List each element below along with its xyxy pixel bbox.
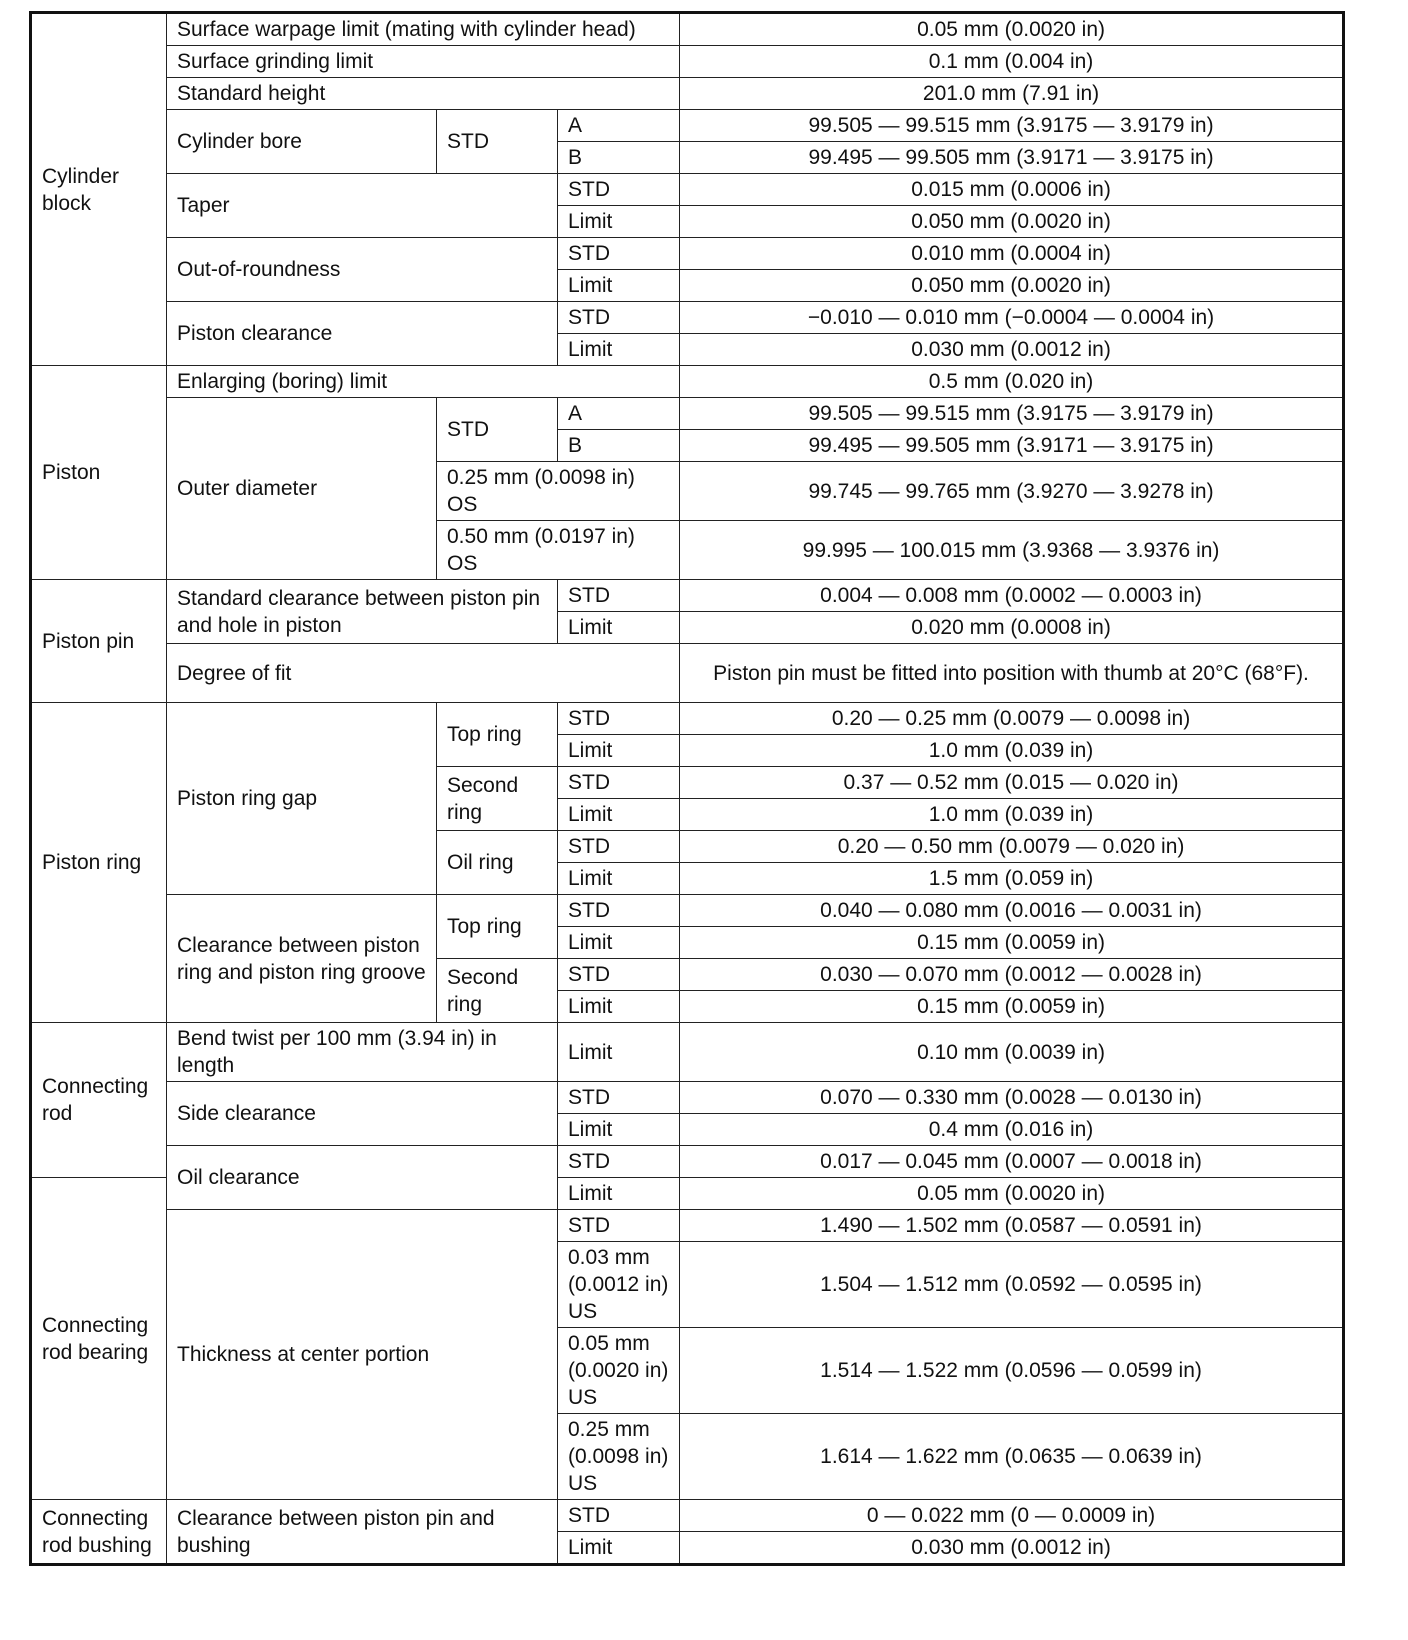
row-label: Out-of-roundness: [167, 238, 558, 302]
row-value: 0.20 — 0.50 mm (0.0079 — 0.020 in): [680, 831, 1344, 863]
row-value: 99.745 — 99.765 mm (3.9270 — 3.9278 in): [680, 462, 1344, 521]
row-label: Standard clearance between piston pin and hole in piston: [167, 580, 558, 644]
section-label-piston-pin: Piston pin: [31, 580, 167, 703]
row-value: 1.504 — 1.512 mm (0.0592 — 0.0595 in): [680, 1242, 1344, 1328]
row-grade: Limit: [558, 612, 680, 644]
row-grade: STD: [558, 1082, 680, 1114]
row-value: 201.0 mm (7.91 in): [680, 78, 1344, 110]
row-value: 1.514 — 1.522 mm (0.0596 — 0.0599 in): [680, 1328, 1344, 1414]
row-value: −0.010 — 0.010 mm (−0.0004 — 0.0004 in): [680, 302, 1344, 334]
row-grade: STD: [558, 238, 680, 270]
row-label: Outer diameter: [167, 398, 437, 580]
row-sublabel: 0.50 mm (0.0197 in) OS: [437, 521, 680, 580]
row-value: 0.05 mm (0.0020 in): [680, 1178, 1344, 1210]
table-row: [31, 13, 1344, 46]
table-row: [31, 895, 1344, 927]
table-row: [31, 174, 1344, 206]
table-row: [31, 580, 1344, 612]
row-value: 0.015 mm (0.0006 in): [680, 174, 1344, 206]
row-value: 0 — 0.022 mm (0 — 0.0009 in): [680, 1500, 1344, 1532]
row-value: 0.010 mm (0.0004 in): [680, 238, 1344, 270]
row-grade: B: [558, 142, 680, 174]
row-value: 0.37 — 0.52 mm (0.015 — 0.020 in): [680, 767, 1344, 799]
row-grade: STD: [558, 1210, 680, 1242]
row-grade: STD: [558, 302, 680, 334]
row-value: 99.505 — 99.515 mm (3.9175 — 3.9179 in): [680, 110, 1344, 142]
row-label: Clearance between piston pin and bushing: [167, 1500, 558, 1565]
row-value: 0.20 — 0.25 mm (0.0079 — 0.0098 in): [680, 703, 1344, 735]
row-label: Surface warpage limit (mating with cylinder head): [167, 13, 680, 46]
table-row: [31, 366, 1344, 398]
row-label: Surface grinding limit: [167, 46, 680, 78]
row-grade: STD: [558, 1500, 680, 1532]
row-value: 0.15 mm (0.0059 in): [680, 991, 1344, 1023]
row-grade: STD: [558, 959, 680, 991]
row-value: 0.030 mm (0.0012 in): [680, 334, 1344, 366]
row-label: Side clearance: [167, 1082, 558, 1146]
row-grade: Limit: [558, 927, 680, 959]
row-grade: Limit: [558, 735, 680, 767]
row-value: 0.1 mm (0.004 in): [680, 46, 1344, 78]
row-grade: Limit: [558, 1023, 680, 1082]
table-row: [31, 398, 1344, 430]
row-value: 0.040 — 0.080 mm (0.0016 — 0.0031 in): [680, 895, 1344, 927]
table-row: [31, 1023, 1344, 1082]
row-value: 99.995 — 100.015 mm (3.9368 — 3.9376 in): [680, 521, 1344, 580]
row-sublabel: Second ring: [437, 767, 558, 831]
row-sublabel: 0.25 mm (0.0098 in) OS: [437, 462, 680, 521]
table-row: [31, 110, 1344, 142]
row-grade: 0.25 mm (0.0098 in) US: [558, 1414, 680, 1500]
row-value: 0.10 mm (0.0039 in): [680, 1023, 1344, 1082]
section-label-piston-ring: Piston ring: [31, 703, 167, 1023]
row-label: Piston clearance: [167, 302, 558, 366]
row-value: 0.05 mm (0.0020 in): [680, 13, 1344, 46]
row-grade: A: [558, 110, 680, 142]
row-grade: STD: [558, 831, 680, 863]
section-label-piston: Piston: [31, 366, 167, 580]
row-grade: STD: [558, 174, 680, 206]
row-grade: Limit: [558, 1532, 680, 1565]
row-grade: Limit: [558, 334, 680, 366]
row-grade: Limit: [558, 206, 680, 238]
row-value: Piston pin must be fitted into position with thumb at 20°C (68°F).: [680, 644, 1344, 703]
row-value: 0.15 mm (0.0059 in): [680, 927, 1344, 959]
row-value: 1.5 mm (0.059 in): [680, 863, 1344, 895]
section-label-cylinder-block: Cylinder block: [31, 13, 167, 366]
row-grade: Limit: [558, 799, 680, 831]
row-label: Clearance between piston ring and piston ring groove: [167, 895, 437, 1023]
row-label: Standard height: [167, 78, 680, 110]
row-value: 1.614 — 1.622 mm (0.0635 — 0.0639 in): [680, 1414, 1344, 1500]
row-label: Thickness at center portion: [167, 1210, 558, 1500]
row-value: 1.0 mm (0.039 in): [680, 735, 1344, 767]
row-value: 99.495 — 99.505 mm (3.9171 — 3.9175 in): [680, 430, 1344, 462]
row-value: 0.4 mm (0.016 in): [680, 1114, 1344, 1146]
row-grade: STD: [558, 895, 680, 927]
row-sublabel: STD: [437, 398, 558, 462]
table-row: [31, 1210, 1344, 1242]
row-value: 0.050 mm (0.0020 in): [680, 206, 1344, 238]
row-grade: 0.05 mm (0.0020 in) US: [558, 1328, 680, 1414]
row-grade: A: [558, 398, 680, 430]
table-row: [31, 644, 1344, 703]
row-label: Oil clearance: [167, 1146, 558, 1210]
row-sublabel: STD: [437, 110, 558, 174]
row-value: 0.070 — 0.330 mm (0.0028 — 0.0130 in): [680, 1082, 1344, 1114]
row-label: Cylinder bore: [167, 110, 437, 174]
row-grade: 0.03 mm (0.0012 in) US: [558, 1242, 680, 1328]
row-grade: Limit: [558, 1178, 680, 1210]
row-grade: Limit: [558, 1114, 680, 1146]
table-row: [31, 1146, 1344, 1178]
row-sublabel: Second ring: [437, 959, 558, 1023]
row-label: Enlarging (boring) limit: [167, 366, 680, 398]
row-sublabel: Top ring: [437, 895, 558, 959]
row-sublabel: Oil ring: [437, 831, 558, 895]
row-grade: Limit: [558, 270, 680, 302]
section-label-connecting-rod-bearing: Connecting rod bearing: [31, 1178, 167, 1500]
row-value: 0.004 — 0.008 mm (0.0002 — 0.0003 in): [680, 580, 1344, 612]
table-row: [31, 1082, 1344, 1114]
row-value: 0.030 — 0.070 mm (0.0012 — 0.0028 in): [680, 959, 1344, 991]
row-grade: Limit: [558, 991, 680, 1023]
table-row: [31, 46, 1344, 78]
row-label: Taper: [167, 174, 558, 238]
row-value: 1.0 mm (0.039 in): [680, 799, 1344, 831]
table-row: [31, 1500, 1344, 1532]
row-grade: STD: [558, 703, 680, 735]
row-value: 0.020 mm (0.0008 in): [680, 612, 1344, 644]
row-value: 0.050 mm (0.0020 in): [680, 270, 1344, 302]
row-label: Piston ring gap: [167, 703, 437, 895]
row-grade: STD: [558, 767, 680, 799]
section-label-connecting-rod: Connecting rod: [31, 1023, 167, 1178]
table-row: [31, 302, 1344, 334]
row-grade: STD: [558, 580, 680, 612]
row-sublabel: Top ring: [437, 703, 558, 767]
row-label: Degree of fit: [167, 644, 680, 703]
row-label: Bend twist per 100 mm (3.94 in) in length: [167, 1023, 558, 1082]
row-value: 99.495 — 99.505 mm (3.9171 — 3.9175 in): [680, 142, 1344, 174]
row-value: 0.5 mm (0.020 in): [680, 366, 1344, 398]
row-grade: B: [558, 430, 680, 462]
section-label-connecting-rod-bushing: Connecting rod bushing: [31, 1500, 167, 1565]
row-value: 1.490 — 1.502 mm (0.0587 — 0.0591 in): [680, 1210, 1344, 1242]
row-value: 0.017 — 0.045 mm (0.0007 — 0.0018 in): [680, 1146, 1344, 1178]
row-grade: Limit: [558, 863, 680, 895]
table-row: [31, 703, 1344, 735]
row-grade: STD: [558, 1146, 680, 1178]
row-value: 0.030 mm (0.0012 in): [680, 1532, 1344, 1565]
spec-table: [29, 11, 1345, 1566]
row-value: 99.505 — 99.515 mm (3.9175 — 3.9179 in): [680, 398, 1344, 430]
table-row: [31, 238, 1344, 270]
table-row: [31, 78, 1344, 110]
